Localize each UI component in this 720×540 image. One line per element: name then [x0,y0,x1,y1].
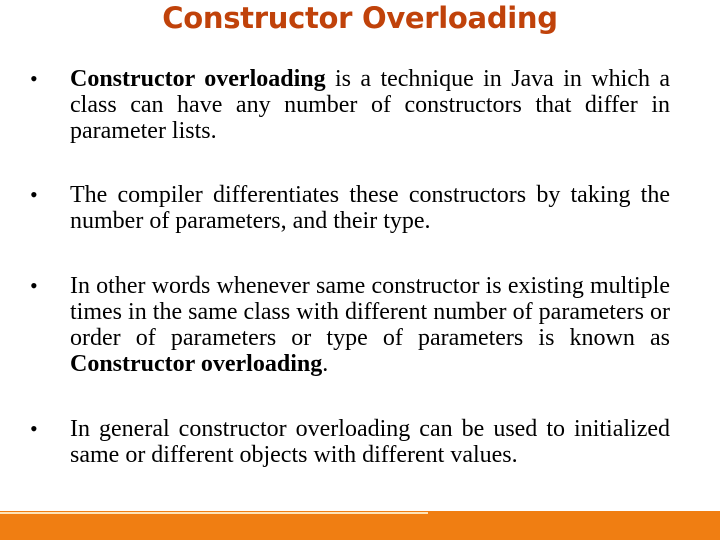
bullet-text [70,66,670,144]
bullet-body: In other words whenever same constructor is existing multiple times in the same class with different number of parameters or order of parameters or type of parameters is known as [70,273,670,351]
bullet-body: is a technique in Java in which a class can have any number of constructors that differ in parameter lists. [70,66,670,144]
bullet-text [70,182,670,234]
bullet-item [30,66,670,144]
bullet-dot-icon: • [30,416,38,441]
bullet-body: The compiler differentiates these constructors by taking the number of parameters, and their type. [70,182,670,234]
bullet-bold-lead: Constructor overloading [70,66,326,92]
bullet-body: In general constructor overloading can be used to initialized same or different objects with different values. [70,416,670,468]
bullet-item [30,273,670,377]
bullet-item [30,416,670,468]
slide-title: Constructor Overloading [162,1,558,35]
bullet-item [30,182,670,234]
bullet-list [30,66,670,468]
bullet-bold-tail: Constructor overloading [70,351,323,377]
bullet-tail: . [322,351,329,377]
bullet-dot-icon: • [30,66,38,91]
footer-bar [0,511,720,540]
footer-accent-line [0,512,428,514]
bullet-dot-icon: • [30,182,38,207]
bullet-text [70,416,670,468]
bullet-text [70,273,670,377]
bullet-dot-icon: • [30,273,38,298]
